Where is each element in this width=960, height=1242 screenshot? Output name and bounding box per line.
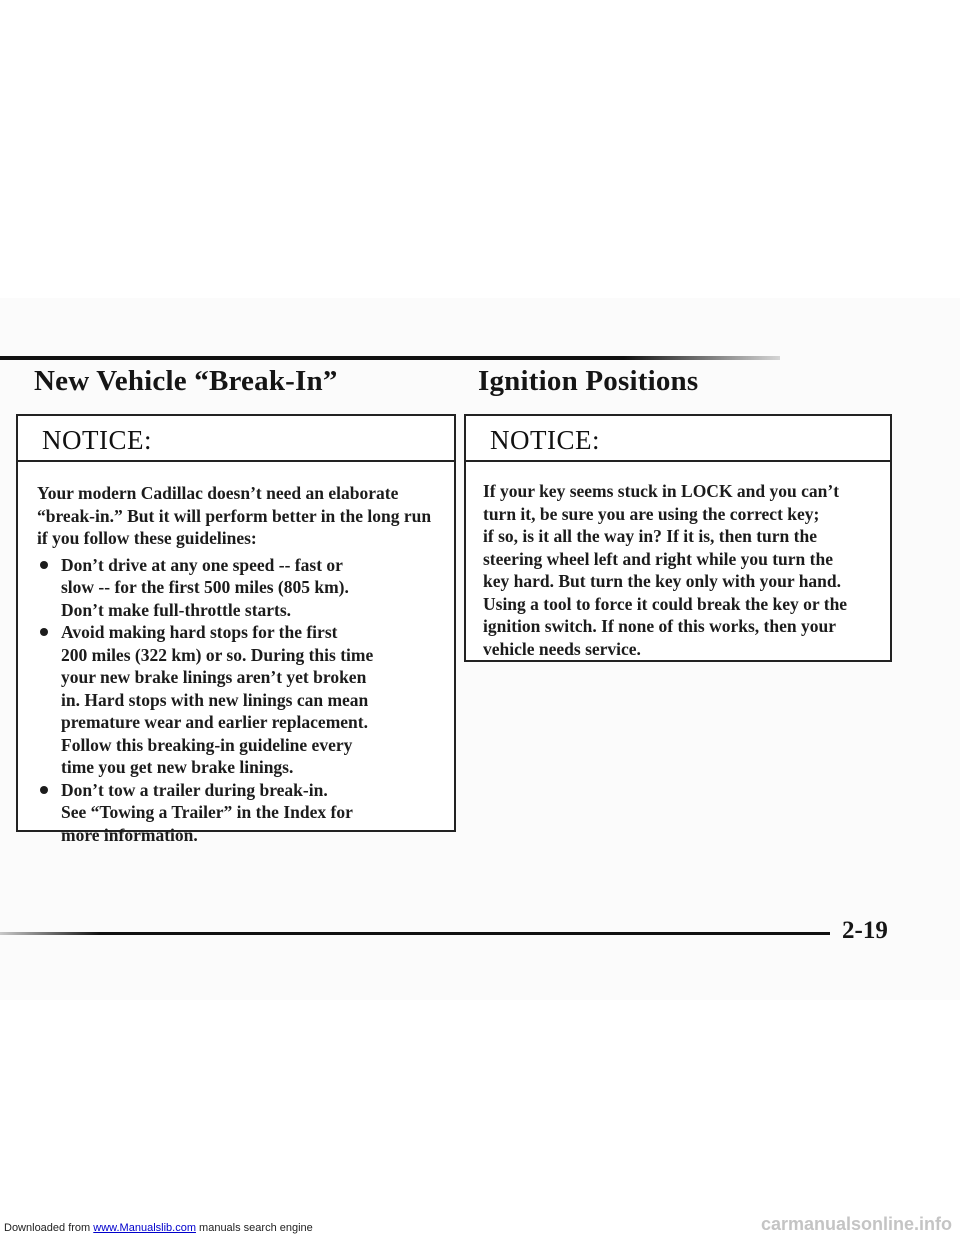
guideline-line: premature wear and earlier replacement.: [61, 712, 368, 732]
notice-line: key hard. But turn the key only with your hand.: [483, 571, 842, 591]
notice-line: vehicle needs service.: [483, 638, 641, 659]
guideline-item: [37, 621, 442, 779]
bullet-icon: [40, 628, 48, 636]
footer-suffix: manuals search engine: [195, 1222, 313, 1234]
guideline-line: Don’t drive at any one speed -- fast or: [61, 554, 343, 575]
download-footer: [4, 1222, 313, 1234]
guideline-line: Don’t make full-throttle starts.: [61, 599, 292, 620]
guideline-line: in. Hard stops with new linings can mean: [61, 689, 369, 710]
notice-intro: Your modern Cadillac doesn’t need an elaborate “break-in.” But it will perform better in the long run if you follow these guidelines:: [37, 483, 432, 548]
guideline-list: [37, 554, 442, 847]
top-divider: [0, 356, 780, 360]
notice-line: Using a tool to force it could break the key or the: [483, 593, 848, 614]
notice-body: [466, 462, 890, 660]
notice-title: NOTICE:: [466, 416, 890, 462]
guideline-line: Follow this breaking-in guideline every: [61, 734, 353, 755]
section-heading-ignition: Ignition Positions: [478, 365, 699, 397]
notice-title: NOTICE:: [18, 416, 454, 462]
break-in-notice-box: [16, 414, 456, 845]
guideline-line: See “Towing a Trailer” in the Index for: [61, 802, 353, 822]
guideline-line: more information.: [61, 824, 198, 845]
guideline-line: time you get new brake linings.: [61, 757, 294, 777]
notice-body: [18, 462, 454, 846]
page-number: 2-19: [842, 917, 888, 944]
footer-prefix: Downloaded from: [4, 1222, 94, 1234]
notice-line: turn it, be sure you are using the correct key;: [483, 503, 820, 524]
bottom-divider: [0, 932, 830, 935]
guideline-line: Avoid making hard stops for the first: [61, 622, 338, 642]
ignition-notice-box: [464, 414, 892, 662]
notice-line: If your key seems stuck in LOCK and you can’t: [483, 481, 840, 501]
notice-line: ignition switch. If none of this works, then your: [483, 616, 836, 636]
guideline-line: your new brake linings aren’t yet broken: [61, 667, 367, 687]
bullet-icon: [40, 561, 48, 569]
section-heading-break-in: New Vehicle “Break-In”: [34, 365, 338, 397]
guideline-line: slow -- for the first 500 miles (805 km).: [61, 577, 349, 597]
guideline-line: Don’t tow a trailer during break-in.: [61, 779, 328, 800]
bullet-icon: [40, 786, 48, 794]
guideline-item: [37, 779, 442, 847]
notice-line: if so, is it all the way in? If it is, then turn the: [483, 526, 817, 546]
guideline-item: [37, 554, 442, 622]
guideline-line: 200 miles (322 km) or so. During this time: [61, 644, 374, 665]
watermark: carmanualsonline.info: [760, 1214, 952, 1234]
notice-line: steering wheel left and right while you turn the: [483, 548, 833, 569]
manualslib-link[interactable]: www.Manualslib.com: [93, 1222, 196, 1234]
